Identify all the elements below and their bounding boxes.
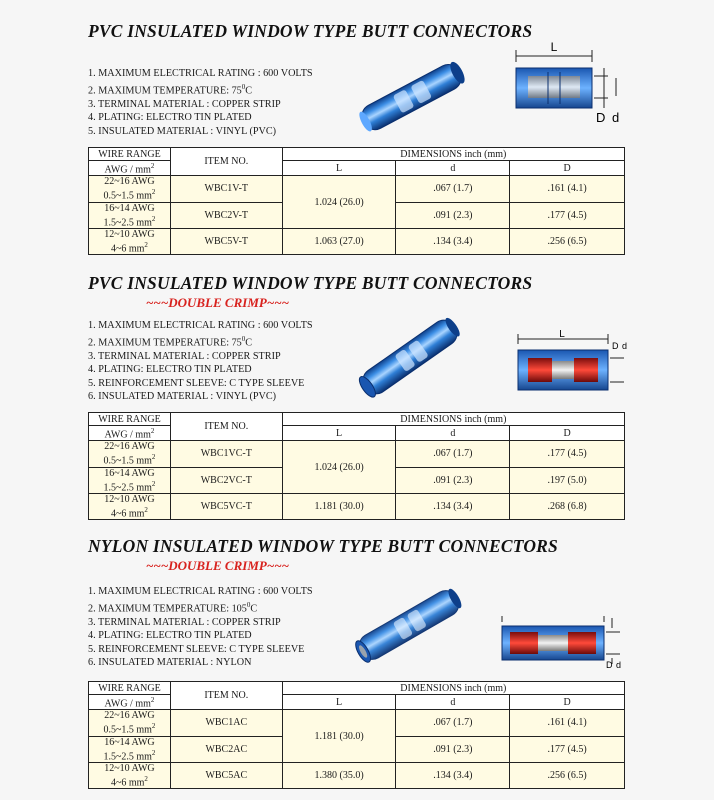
dimension-diagram: [508, 42, 638, 132]
item-no-cell: WBC5VC-T: [170, 493, 282, 519]
header-dimensions: DIMENSIONS inch (mm): [282, 148, 624, 161]
D-cell: .256 (6.5): [510, 228, 625, 254]
header-dimensions: DIMENSIONS inch (mm): [282, 413, 624, 426]
item-no-cell: WBC1V-T: [170, 176, 282, 202]
section-1: [0, 0, 714, 270]
spec-item: 4. PLATING: ELECTRO TIN PLATED: [88, 364, 252, 376]
table-row: [89, 441, 625, 467]
D-cell: .268 (6.8): [510, 493, 625, 519]
D-cell: .161 (4.1): [510, 176, 625, 202]
header-L: L: [282, 695, 396, 710]
spec-list: [88, 67, 313, 138]
header-item-no: ITEM NO.: [170, 682, 282, 710]
spec-item: 6. INSULATED MATERIAL : NYLON: [88, 657, 252, 669]
header-dimensions: DIMENSIONS inch (mm): [282, 682, 624, 695]
d-cell: .067 (1.7): [396, 441, 510, 467]
header-D: D: [510, 695, 625, 710]
inner-diameter-label: d: [612, 110, 620, 125]
D-cell: .177 (4.5): [510, 202, 625, 228]
length-label: L: [550, 42, 558, 54]
spec-item: 2. MAXIMUM TEMPERATURE: $105^0C$: [88, 600, 258, 614]
header-D: D: [510, 161, 625, 176]
spec-item: 1. MAXIMUM ELECTRICAL RATING : 600 VOLTS: [88, 68, 313, 79]
length-cell: 1.181 (30.0): [282, 493, 396, 519]
D-cell: .197 (5.0): [510, 467, 625, 493]
spec-item: 4. PLATING: ELECTRO TIN PLATED: [88, 630, 252, 642]
header-L: L: [282, 161, 396, 176]
item-no-cell: WBC5AC: [170, 762, 282, 788]
header-d: d: [396, 161, 510, 176]
dimension-table: [88, 412, 625, 520]
connector-photo: [352, 60, 472, 135]
spec-item: 3. TERMINAL MATERIAL : COPPER STRIP: [88, 350, 281, 362]
connector-photo: [350, 312, 470, 402]
wire-range-cell: 22~16 AWG 0.5~1.5 $mm^2$: [89, 441, 171, 467]
spec-item: 5. REINFORCEMENT SLEEVE: C TYPE SLEEVE: [88, 643, 305, 655]
d-cell: .134 (3.4): [396, 228, 510, 254]
section-subtitle: ~~~DOUBLE CRIMP~~~: [146, 558, 290, 573]
table-row: [89, 762, 625, 788]
spec-item: 3. TERMINAL MATERIAL : COPPER STRIP: [88, 98, 281, 110]
header-awg: AWG / $mm^2$: [89, 426, 171, 441]
spec-item: 3. TERMINAL MATERIAL : COPPER STRIP: [88, 616, 281, 628]
wire-range-cell: 22~16 AWG 0.5~1.5 $mm^2$: [89, 176, 171, 202]
wire-range-cell: 22~16 AWG 0.5~1.5 $mm^2$: [89, 710, 171, 736]
spec-list: [88, 585, 313, 670]
length-label: L: [559, 329, 565, 340]
length-cell: 1.063 (27.0): [282, 228, 396, 254]
outer-diameter-label: D: [596, 110, 606, 125]
table-row: [89, 493, 625, 519]
item-no-cell: WBC1VC-T: [170, 441, 282, 467]
spec-item: 1. MAXIMUM ELECTRICAL RATING : 600 VOLTS: [88, 586, 313, 597]
section-3: [0, 532, 714, 800]
section-subtitle: ~~~DOUBLE CRIMP~~~: [146, 295, 290, 310]
D-cell: .161 (4.1): [510, 710, 625, 736]
D-cell: .177 (4.5): [510, 441, 625, 467]
spec-item: 2. MAXIMUM TEMPERATURE: $75^0C$: [88, 82, 253, 96]
connector-photo: [346, 580, 472, 670]
item-no-cell: WBC1AC: [170, 710, 282, 736]
d-cell: .091 (2.3): [396, 736, 510, 762]
item-no-cell: WBC2V-T: [170, 202, 282, 228]
d-cell: .091 (2.3): [396, 202, 510, 228]
dimension-table: [88, 147, 625, 255]
d-cell: .134 (3.4): [396, 762, 510, 788]
section-2: [0, 270, 714, 532]
item-no-cell: WBC2VC-T: [170, 467, 282, 493]
wire-range-cell: 12~10 AWG 4~6 $mm^2$: [89, 228, 171, 254]
spec-list: [88, 319, 313, 404]
header-item-no: ITEM NO.: [170, 413, 282, 441]
dimension-table: [88, 681, 625, 789]
wire-range-cell: 12~10 AWG 4~6 $mm^2$: [89, 762, 171, 788]
table-row: [89, 228, 625, 254]
spec-item: 4. PLATING: ELECTRO TIN PLATED: [88, 112, 252, 124]
length-cell: 1.380 (35.0): [282, 762, 396, 788]
header-wire-range: WIRE RANGE: [89, 148, 171, 161]
header-d: d: [396, 695, 510, 710]
section-title: PVC INSULATED WINDOW TYPE BUTT CONNECTORS: [88, 273, 533, 293]
D-cell: .256 (6.5): [510, 762, 625, 788]
item-no-cell: WBC2AC: [170, 736, 282, 762]
outer-diameter-label: D: [606, 660, 613, 670]
spec-item: 2. MAXIMUM TEMPERATURE: $75^0C$: [88, 334, 253, 348]
spec-item: 1. MAXIMUM ELECTRICAL RATING : 600 VOLTS: [88, 320, 313, 331]
wire-range-cell: 16~14 AWG 1.5~2.5 $mm^2$: [89, 467, 171, 493]
spec-item: 5. REINFORCEMENT SLEEVE: C TYPE SLEEVE: [88, 377, 305, 389]
header-d: d: [396, 426, 510, 441]
table-row: [89, 176, 625, 202]
d-cell: .067 (1.7): [396, 710, 510, 736]
wire-range-cell: 16~14 AWG 1.5~2.5 $mm^2$: [89, 736, 171, 762]
outer-diameter-label: D: [612, 341, 619, 351]
d-cell: .134 (3.4): [396, 493, 510, 519]
spec-item: 6. INSULATED MATERIAL : VINYL (PVC): [88, 391, 277, 403]
header-awg: AWG / $mm^2$: [89, 695, 171, 710]
header-awg: AWG / $mm^2$: [89, 161, 171, 176]
header-item-no: ITEM NO.: [170, 148, 282, 176]
section-title: PVC INSULATED WINDOW TYPE BUTT CONNECTORS: [88, 21, 533, 41]
D-cell: .177 (4.5): [510, 736, 625, 762]
dimension-diagram: [496, 612, 636, 672]
inner-diameter-label: d: [616, 660, 622, 670]
wire-range-cell: 16~14 AWG 1.5~2.5 $mm^2$: [89, 202, 171, 228]
d-cell: .091 (2.3): [396, 467, 510, 493]
header-D: D: [510, 426, 625, 441]
dimension-diagram: [512, 328, 642, 398]
item-no-cell: WBC5V-T: [170, 228, 282, 254]
section-title: NYLON INSULATED WINDOW TYPE BUTT CONNECTORS: [88, 536, 558, 556]
wire-range-cell: 12~10 AWG 4~6 $mm^2$: [89, 493, 171, 519]
header-wire-range: WIRE RANGE: [89, 413, 171, 426]
inner-diameter-label: d: [622, 341, 628, 351]
table-row: [89, 710, 625, 736]
spec-item: 5. INSULATED MATERIAL : VINYL (PVC): [88, 125, 277, 137]
header-L: L: [282, 426, 396, 441]
length-cell: 1.181 (30.0): [282, 710, 396, 763]
length-cell: 1.024 (26.0): [282, 441, 396, 494]
header-wire-range: WIRE RANGE: [89, 682, 171, 695]
d-cell: .067 (1.7): [396, 176, 510, 202]
length-cell: 1.024 (26.0): [282, 176, 396, 229]
